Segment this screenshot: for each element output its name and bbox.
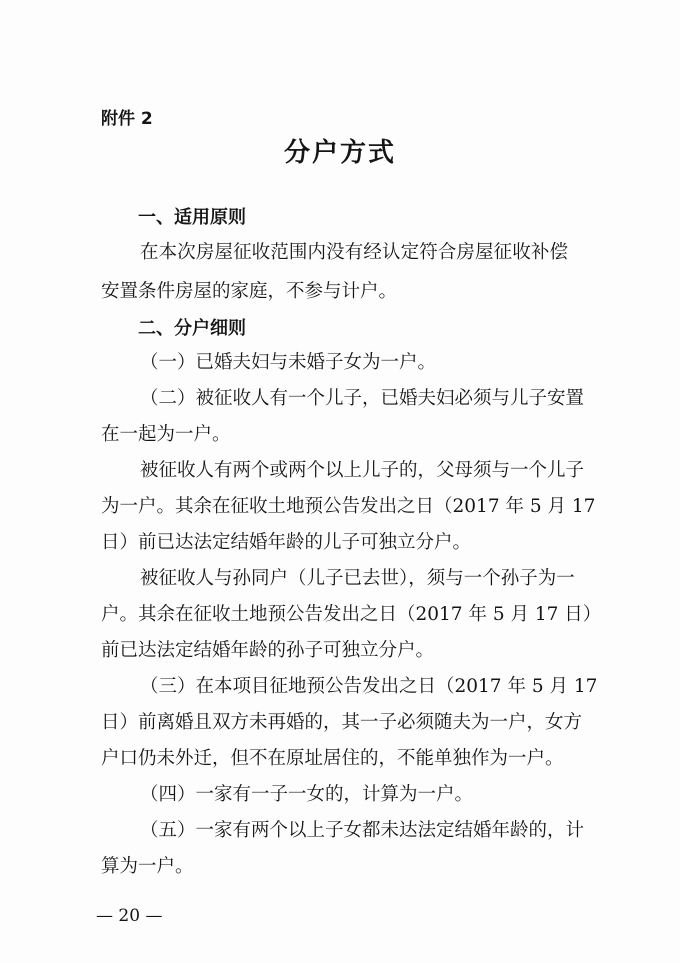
paragraph-line: （三）在本项目征地预公告发出之日（2017 年 5 月 17 xyxy=(140,676,598,697)
paragraph-line: （五）一家有两个以上子女都未达法定结婚年龄的，计 xyxy=(140,820,585,841)
paragraph-line: 户。其余在征收土地预公告发出之日（2017 年 5 月 17 日） xyxy=(101,604,602,625)
page-number: — 20 — xyxy=(96,906,163,926)
paragraph-line: 日）前离婚且双方未再婚的，其一子必须随夫为一户，女方 xyxy=(101,712,583,733)
paragraph-line: 被征收人有两个或两个以上儿子的，父母须与一个儿子 xyxy=(140,460,585,481)
paragraph-line: 在本次房屋征收范围内没有经认定符合房屋征收补偿 xyxy=(140,242,568,263)
paragraph-line: 为一户。其余在征收土地预公告发出之日（2017 年 5 月 17 xyxy=(101,496,596,517)
paragraph-line: 户口仍未外迁，但不在原址居住的，不能单独作为一户。 xyxy=(101,748,564,769)
section-heading-2: 二、分户细则 xyxy=(138,318,246,339)
paragraph-line: 前已达法定结婚年龄的孙子可独立分户。 xyxy=(101,640,435,661)
paragraph-line: 在一起为一户。 xyxy=(101,424,231,445)
paragraph-line: 日）前已达法定结婚年龄的儿子可独立分户。 xyxy=(101,532,472,553)
attachment-label: 附件 2 xyxy=(101,109,153,129)
paragraph-line: （二）被征收人有一个儿子，已婚夫妇必须与儿子安置 xyxy=(140,388,585,409)
paragraph-line: （一）已婚夫妇与未婚子女为一户。 xyxy=(140,352,437,373)
paragraph-line: 被征收人与孙同户（儿子已去世），须与一个孙子为一 xyxy=(140,568,575,589)
section-heading-1: 一、适用原则 xyxy=(138,207,246,228)
page-title: 分户方式 xyxy=(283,138,396,168)
paragraph-line: （四）一家有一子一女的，计算为一户。 xyxy=(140,784,474,805)
paragraph-line: 安置条件房屋的家庭，不参与计户。 xyxy=(101,281,398,302)
paragraph-line: 算为一户。 xyxy=(101,856,194,877)
